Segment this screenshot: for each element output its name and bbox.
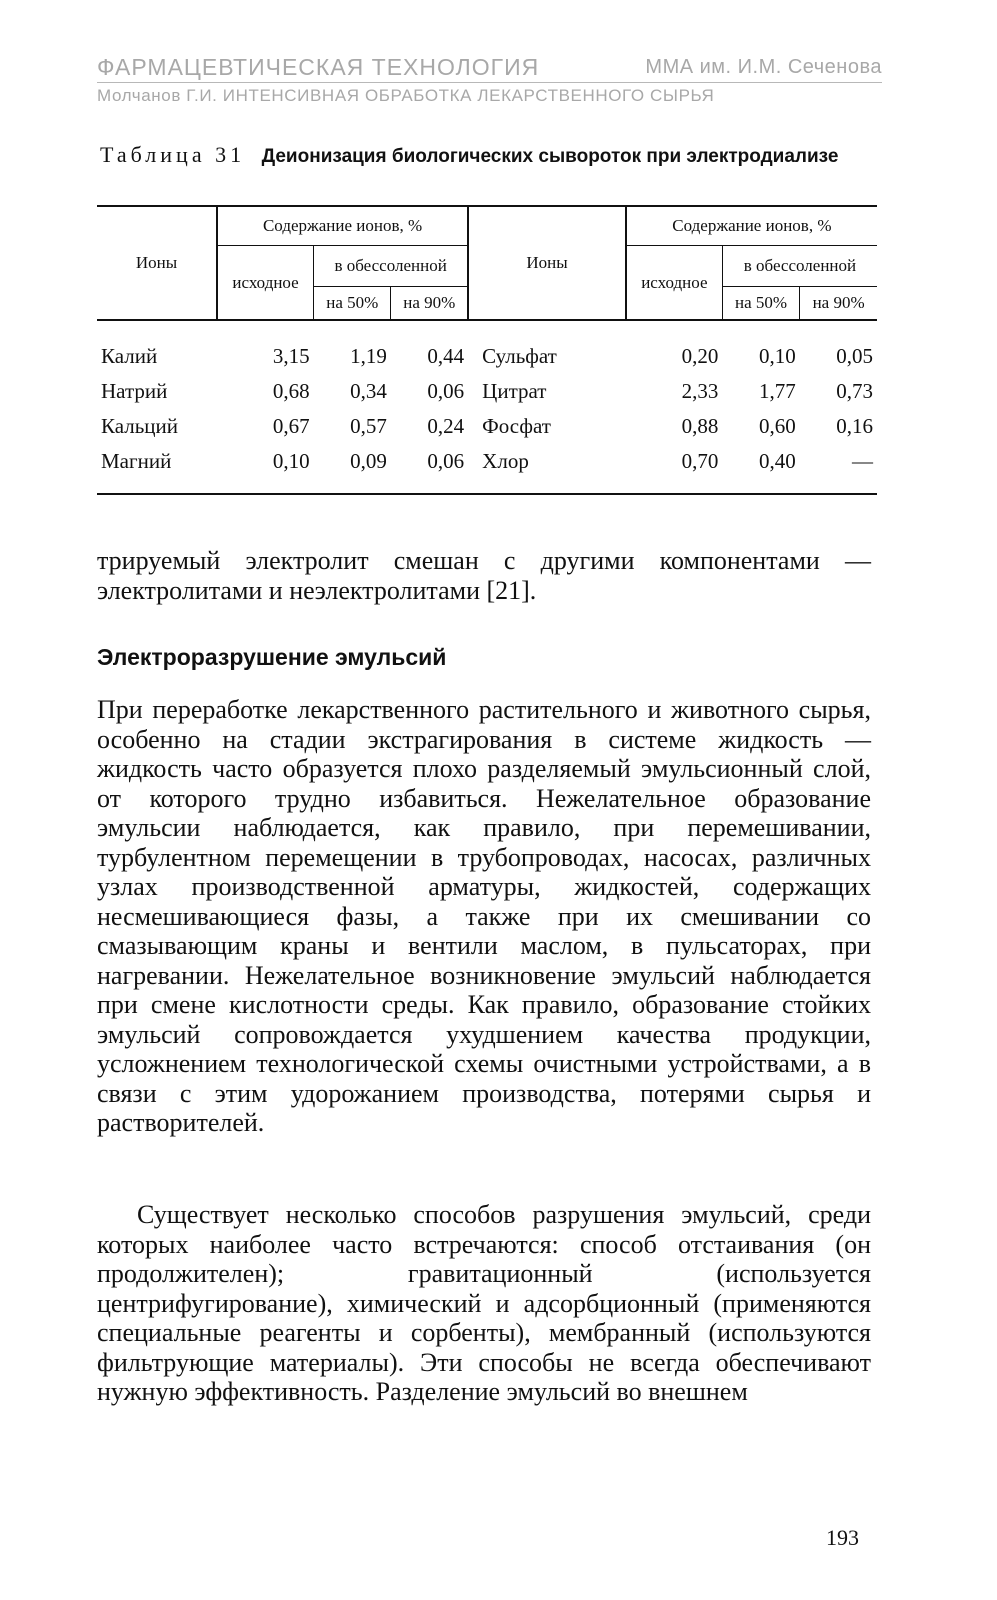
desalted-90-value: 0,05 bbox=[836, 344, 873, 368]
ion-name: Фосфат bbox=[482, 414, 551, 438]
header-initial-right: исходное bbox=[626, 246, 723, 321]
ion-name: Хлор bbox=[482, 449, 529, 473]
ion-name: Сульфат bbox=[482, 344, 557, 368]
table-title: Деионизация биологических сывороток при электродиализе bbox=[261, 146, 839, 167]
initial-value: 3,15 bbox=[272, 344, 310, 368]
header-50-left: на 50% bbox=[314, 287, 391, 321]
desalted-50-value: 0,10 bbox=[758, 344, 796, 368]
ion-name: Цитрат bbox=[482, 379, 547, 403]
body-paragraph-2: Существует несколько способов разрушения эмульсий, среди которых наиболее часто встречаются: способ отстаивания (он продолжителен); гравитационный (используется центрифугирование), химический и адсорбционный (применяются специальные реагенты и сорбенты), мембранный (используются фильтрующие материалы). Эти способы не всегда обеспечивают нужную эффективность. Разделение эмульсий во внешнем bbox=[97, 1200, 871, 1406]
desalted-90-value: 0,24 bbox=[427, 414, 465, 438]
desalted-50-value: 0,34 bbox=[350, 379, 387, 403]
initial-value: 0,88 bbox=[681, 414, 719, 438]
institution: ММА им. И.М. Сеченова bbox=[645, 56, 882, 78]
ion-name: Магний bbox=[101, 449, 172, 473]
desalted-50-value: 0,60 bbox=[758, 414, 796, 438]
page-number: 193 bbox=[826, 1525, 859, 1550]
desalted-50-value: 1,19 bbox=[350, 344, 387, 368]
table-row bbox=[97, 374, 877, 409]
initial-value: 0,10 bbox=[272, 449, 310, 473]
table-row bbox=[97, 320, 877, 374]
section-heading: Электроразрушение эмульсий bbox=[97, 644, 447, 670]
desalted-90-value: — bbox=[852, 449, 873, 473]
desalted-50-value: 0,09 bbox=[350, 449, 387, 473]
desalted-90-value: 0,73 bbox=[836, 379, 873, 403]
desalted-90-value: 0,16 bbox=[836, 414, 873, 438]
header-90-right: на 90% bbox=[800, 287, 877, 321]
deionization-table bbox=[97, 205, 877, 495]
running-header bbox=[97, 54, 882, 83]
desalted-50-value: 1,77 bbox=[758, 379, 796, 403]
header-ions-left: Ионы bbox=[135, 253, 178, 272]
desalted-50-value: 0,40 bbox=[758, 449, 796, 473]
ion-name: Калий bbox=[101, 344, 158, 368]
continuation-paragraph: трируемый электролит смешан с другими компонентами — электролитами и неэлектролитами [21]. bbox=[97, 546, 871, 605]
header-content-left: Содержание ионов, % bbox=[217, 206, 468, 246]
body-paragraph-1: При переработке лекарственного растительного и животного сырья, особенно на стадии экстрагирования в системе жидкость — жидкость часто образуется плохо разделяемый эмульсионный слой, от которого трудно избавиться. Нежелательное образование эмульсии наблюдается, как правило, при перемешивании, турбулентном перемещении в трубопроводах, насосах, различных узлах производственной арматуры, жидкостей, содержащих несмешивающиеся фазы, а также при их смешивании со смазывающим краны и вентили маслом, в пульсаторах, при нагревании. Нежелательное возникновение эмульсий наблюдается при смене кислотности среды. Как правило, образование стойких эмульсий сопровождается ухудшением качества продукции, усложнением технологической схемы очистными устройствами, а в связи с этим удорожанием производства, потерями сырья и растворителей. bbox=[97, 695, 871, 1137]
initial-value: 0,67 bbox=[272, 414, 310, 438]
table-label: Таблица 31 bbox=[100, 142, 246, 167]
initial-value: 0,20 bbox=[681, 344, 719, 368]
header-desalted-right: в обессоленной bbox=[722, 246, 877, 287]
desalted-90-value: 0,06 bbox=[427, 449, 465, 473]
ion-name: Кальций bbox=[101, 414, 179, 438]
table-caption bbox=[100, 143, 880, 169]
desalted-90-value: 0,44 bbox=[427, 344, 465, 368]
header-initial-left: исходное bbox=[217, 246, 314, 321]
initial-value: 2,33 bbox=[681, 379, 719, 403]
desalted-50-value: 0,57 bbox=[350, 414, 387, 438]
initial-value: 0,68 bbox=[272, 379, 310, 403]
table-row bbox=[97, 444, 877, 494]
book-title: ФАРМАЦЕВТИЧЕСКАЯ ТЕХНОЛОГИЯ bbox=[97, 54, 540, 80]
header-90-left: на 90% bbox=[391, 287, 468, 321]
header-ions-right: Ионы bbox=[468, 206, 626, 320]
running-subtitle: Молчанов Г.И. ИНТЕНСИВНАЯ ОБРАБОТКА ЛЕКАРСТВЕННОГО СЫРЬЯ bbox=[97, 86, 715, 105]
header-content-right: Содержание ионов, % bbox=[626, 206, 877, 246]
header-desalted-left: в обессоленной bbox=[314, 246, 469, 287]
header-50-right: на 50% bbox=[722, 287, 799, 321]
desalted-90-value: 0,06 bbox=[427, 379, 465, 403]
ion-name: Натрий bbox=[101, 379, 168, 403]
table-row bbox=[97, 409, 877, 444]
initial-value: 0,70 bbox=[681, 449, 719, 473]
